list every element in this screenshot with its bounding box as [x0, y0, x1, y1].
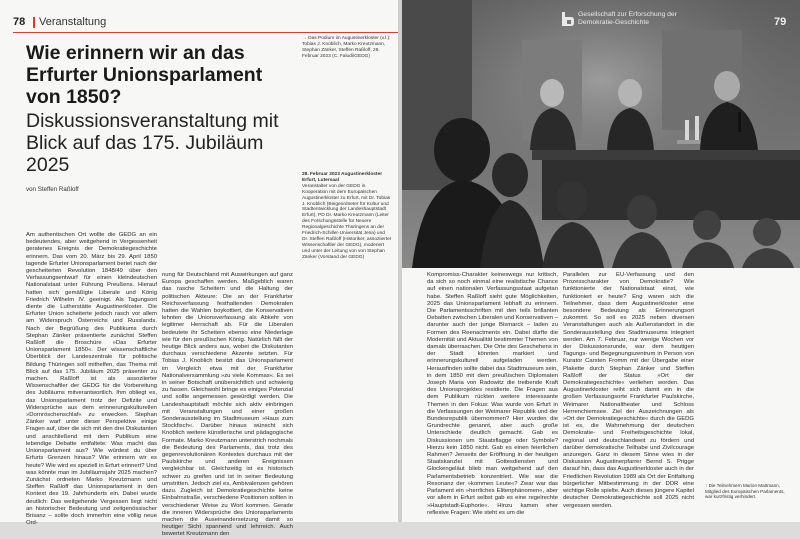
- gedg-logo-icon: [562, 12, 574, 26]
- event-info-heading: 28. Februar 2023 Augustinerkloster Erfurt, Lutersaal: [302, 172, 383, 183]
- body-text: Kompromiss-Charakter keineswegs nur kritisch, da sich so noch einmal eine realistische Chance auf einen nationalen Verfassungsstaat aufgetan habe. Steffen Raßloff sieht gute Möglichkeiten, 2025 das Unionsparlament lebhaft zu erinnern. Die Parlamentsschriften mit den teils brillanten Debatten zwischen Liberalen und Konservativen – darunter auch der junge Bismarck – laden zu Formen des Reenactments ein. Dabei dürfte die Modernität und Aktualität bestimmter Themen von damals überraschen. Die Orte des Geschehens in der Stadt könnten markiert und erinnerungskulturell aufgeladen werden. Herausfinden sollte dabei das Stadtmuseum sein, in dem 1850 mit dem preußischen Diplomaten Joseph Maria von Radowitz die treibende Kraft des Unionsprojektes residierte. Die Fragen aus dem Publikum rückten weitere interessante Themen in den Fokus: Was wurde von Erfurt in die Verfassungen der Weimarer Republik und der Bundesrepublik übernommen? Hier wurden die Grundrechte genannt, aber auch große Unterschiede deutlich gemacht. Gab es Diskussionen um Staatsflagge oder Symbole? Hierzu kein 1850 nicht. Gab es einen feierlichen Rahmen? Jenseits der Eröffnung in der heutigen Staatskanzlei mit Gottesdiensten und Glockengeläut blieb man weitgehend auf den Parlamentsbetrieb konzentriert. Wie war die Resonanz der »kommen Leute«? Zwar war das Parlament ein »herrliches Elitenphänomen«, aber vor allem in Erfurt selbst gab es eine regelrechte »Hauptstadt-Euphorie«. Hinzu kamen eher reflexive Fragen: Wie steht es um die: [427, 272, 558, 516]
- arrow-right-icon: →: [302, 36, 307, 41]
- body-text: Parallelen zur EU-Verfassung und den Prozesscharakter von Demokratie? Wie funktionierte der Nationalstaat einst, wie funktioniert er heute? Eng waren sich die Teilnehmer, dass dem Augustinerkloster eine besondere Bedeutung als Erinnerungsort zukommt. So soll es 2025 neben diversen Veranstaltungen auch als Außenstandort in die Sonderausstellung des Stadtmuseums integriert werden. Am 7. Februar, nur wenige Wochen vor der Diskussionsrunde, war dem heutigen Tagungs- und Begegnungszentrum in Person von Kurator Carsten Fromm mit der Übergabe einer Plakette durch Stephan Zänker und Steffen Raßloff der Status »Ort der Demokratiegeschichte« verliehen worden. Das Augustinerkloster reiht sich damit ein in die großen Verfassungsorte Frankfurter Paulskirche, Weimarer Nationaltheater und Schloss Herrenchiemsee. Ziel der Auszeichnungen als »Ort der Demokratiegeschichte« durch die GEDG ist es, die Wahrnehmung der deutschen Demokratie- und Freiheitsgeschichte lokal, regional und deutschlandweit zu fördern und darüber demokratische Teilhabe und Zivilcourage anzuregen. Ganz in diesem Sinne wies in der Diskussion Augustinerpfarrer Bernd S. Prigge darauf hin, dass das Augustinerkloster auch in der Friedlichen Revolution 1989 als Ort der Entfaltung bürgerlicher Mitbestimmung in der DDR eine wichtige Rolle spielte. Auch dieses jüngere Kapitel deutscher Demokratiegeschichte soll 2025 nicht vergessen werden.: [563, 272, 694, 509]
- photo-caption-top-text: Das Podium im Augustinerkloster (v.l.): Tobias J. Knoblich, Marko Kreutzmann, Stephan Zänker, Steffen Raßloff, 28. Februar 2023 (C. Faludi/GEDG): [302, 36, 391, 59]
- event-info-caption: [302, 172, 392, 261]
- body-text: nung für Deutschland mit Auswirkungen auf ganz Europa geschaffen werden. Maßgeblich waren das rasche Scheitern und die Haltung der politischen Akteure: Die an der Frankfurter Reichsverfassung festhaltenden Demokraten hatten die Wahlen boykottiert, die Konservativen lehnten die Unionsverfassung als Abkehr von legitimer Herrschaft ab. Für die Liberalen bedeutete ihr Scheitern ebenso eine Niederlage wie für den preußischen König. Natürlich fällt der heutige Blick anders aus, wobei die Diskutanten durchaus verschiedene Akzente setzten. Für Tobias J. Knoblich besitzt das Unionsparlament im Vergleich etwa mit der Frankfurter Nationalversammlung »zu viele Kommas«. Es sei in seiner Botschaft unübersichtlich und schwierig zu fassen. Gleichwohl bringe es einiges Potenzial und sollte angemessen gewürdigt werden. Die Landeshauptstadt möchte sich aktiv einbringen mit Veranstaltungen und einer großen Sonderausstellung im Stadtmuseum »Haus zum Stockfisch«. Darüber hinaus wünscht sich Knoblich weitere künstlerische und pädagogische Formate. Marko Kreutzmann unterstrich nochmals die Bedeutung des Parlaments, das trotz des gegenrevolutionären Kontextes durchaus mit der Paulskirche und anderen Ereignissen vergleichbar ist. Gleichzeitig ist es historisch schwer zu greifen und ist in seiner Bedeutung umstritten. Jedoch ziel es, Ambivalenzen gehören dazu. Zugleich ist Demokratiegeschichte keine Einbahnstraße, verschiedene Positionen sollten in verschiedener Weise zu Wort kommen. Gerade die inneren Widersprüche des Unionsparlaments machen die Auseinandersetzung damit so heutiger Sicht spannend und lehrreich. Auch bewertet Kreutzmann den: [162, 272, 293, 538]
- podium-photo-image: [402, 0, 800, 268]
- body-text: Am authentischen Ort wollte die GEDG an ein bedeutendes, aber weitgehend in Vergessenheit geratenes Ereignis der Demokratiegeschichte erinnern. Das vom 20. März bis 29. April 1850 tagende Erfurter Unionsparlament beriet nach der gescheiterten Revolution 1848/49 über den Verfassungsentwurf für einen kleindeutschen Nationalstaat unter Führung Preußens. Hierauf hatten sich gemäßigte Liberale und König Friedrich Wilhelm IV. geeinigt. Als Tagungsort diente die Lutherstätte Augustinerkloster. Die Erfurter Union scheiterte jedoch rasch vor allem am Widerspruch Österreichs und Russlands. Nach der Begrüßung des Publikums durch Stephan Zänker präsentierte zunächst Steffen Raßloff die Broschüre »Das Erfurter Unionsparlament 1850«. Der wissenschaftliche Überblick der Landeszentrale für politische Bildung Thüringen soll mithelfen, das Thema mit Blick auf das 175. Jubiläum 2025 präsenter zu machen. Raßloff ist als assoziierter Wissenschaftler der GEDG für die Vorbereitung des Jubiläums mitverantwortlich. Ihm obliegt es, das Unionsparlament trotz der Defizite und Widersprüche aus dem erinnerungskulturellen »Dornröschenschlaf« zu erwecken. Stephan Zänker warf unter dieser Perspektive einige Fragen auf, über die sich mit den drei Diskutanten und anschließend mit dem Publikum eine lebendige Debatte entfaltete: Was macht das Unionsparlament aus? Wie würdest du über Erfurts Grenzen hinaus? Wie erinnern wir es heute? Wie wird es speziell in Erfurt erinnert? Und was könnte man im Jubiläumsjahr 2025 machen? Zunächst ordneten Marko Kreutzmann und Steffen Raßloff das Unionsparlament in den Kontext des 19. Jahrhunderts ein. Dabei wurde deutlich: Das weitgehende Vergessen liegt nicht an historischer Bedeutung und zeitgenössischer Brisanz – sollte doch immerhin eine völlig neue Ord-: [26, 232, 157, 527]
- photo-caption-top: [302, 36, 392, 60]
- page-number-left: 78: [13, 16, 26, 28]
- photo-caption-bottom-text: Die Teilnehmern Marion Mattmann, Mitglied des Europäischen Parlaments, war kurzfristig verhindert.: [705, 483, 785, 500]
- article-title: Wie erinnern wir an das Erfurter Unionsparlament von 1850?: [26, 42, 263, 108]
- header-rule: [13, 32, 398, 33]
- logo-text: Gesellschaft zur Erforschung der Demokratie-Geschichte: [578, 11, 677, 26]
- page-header-left: [13, 16, 398, 29]
- body-column-4: [563, 272, 694, 510]
- event-info-text: Veranstalter von der GEDG in Kooperation mit dem Europäischen Augustinerkloster zu Erfurt, mit Dr. Tobias J. Knoblich (Beigeordneter für Kultur und Stadtentwicklung der Landeshauptstadt Erfurt), PD Dr. Marko Kreutzmann (Leiter des Forschungsstelle für Neuere Regionalgeschichte Thüringens an der Friedrich-Schiller-Universität Jena) und Dr. Steffen Raßloff (Historiker, assoziierter Wissenschaftler der GEDG), moderiert und unter der Leitung von von Stephan Zänker (Vorstand der GEDG): [302, 183, 392, 260]
- byline: von Steffen Raßloff: [26, 186, 79, 193]
- page-number-right: 79: [774, 16, 787, 28]
- section-label: Veranstaltung: [39, 16, 107, 28]
- body-column-2: [162, 272, 293, 539]
- body-column-3: [427, 272, 558, 517]
- podium-photo: [402, 0, 800, 268]
- left-page: [0, 0, 398, 538]
- arrow-up-icon: ↑: [705, 483, 708, 488]
- article-subtitle: Diskussionsveranstaltung mit Blick auf das 175. Jubiläum 2025: [26, 110, 279, 176]
- body-column-1: [26, 232, 157, 527]
- header-accent-bar: [33, 17, 35, 28]
- photo-caption-bottom: [705, 483, 785, 500]
